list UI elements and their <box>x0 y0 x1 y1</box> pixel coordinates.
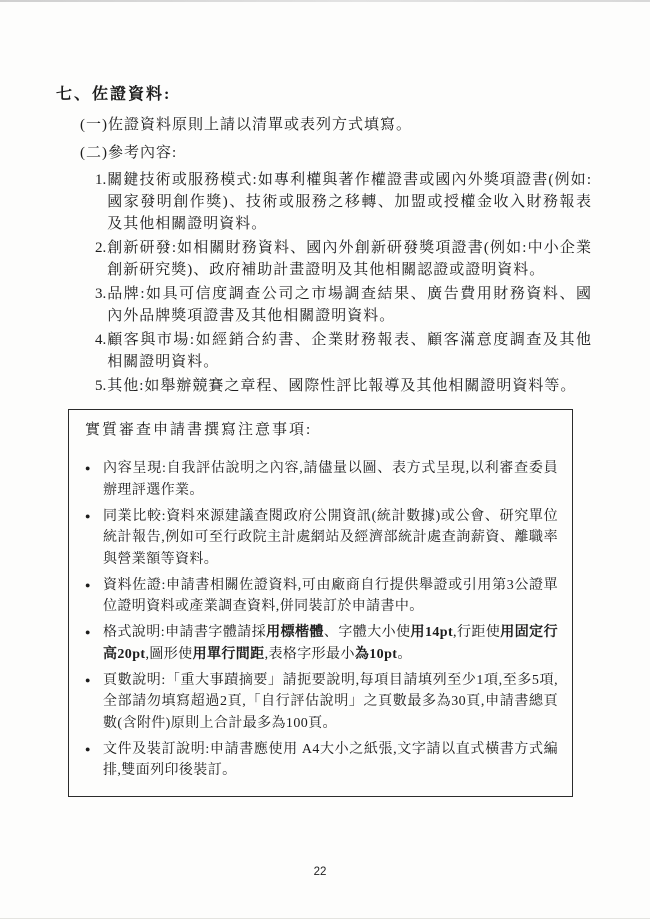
bullet-text: 資料佐證:申請書相關佐證資料,可由廠商自行提供舉證或引用第3公證單位證明資料或產業調查資料,併同裝訂於申請書中。 <box>103 577 558 614</box>
section-heading: 七、佐證資料: <box>56 86 172 103</box>
notice-bullet-item <box>85 506 558 571</box>
bullet-icon: ● <box>85 674 91 685</box>
item-text: 顧客與市場:如經銷合約書、企業財務報表、顧客滿意度調查及其他相關證明資料。 <box>107 332 592 370</box>
notice-box <box>68 409 573 797</box>
item-text: 品牌:如具可信度調查公司之市場調查結果、廣告費用財務資料、國內外品牌獎項證書及其他相關證明資料。 <box>107 286 592 324</box>
item-number: 3. <box>95 286 107 302</box>
sub-item: (一)佐證資料原則上請以清單或表列方式填寫。 <box>80 117 412 133</box>
item-number: 4. <box>95 332 107 348</box>
numbered-item <box>95 283 592 327</box>
notice-bullet-item <box>85 622 558 665</box>
notice-bullet-item <box>85 739 558 782</box>
bullet-icon: ● <box>85 743 91 754</box>
bullet-icon: ● <box>85 579 91 590</box>
notice-bullet-list <box>85 458 558 782</box>
bullet-text: 內容呈現:自我評估說明之內容,請儘量以圖、表方式呈現,以利審查委員辦理評選作業。 <box>103 461 558 498</box>
notice-box-title: 實質審查申請書撰寫注意事項: <box>85 422 313 438</box>
notice-bullet-item <box>85 458 558 501</box>
numbered-item <box>95 375 592 397</box>
item-text: 創新研發:如相關財務資料、國內外創新研發獎項證書(例如:中小企業創新研究獎)、政府補助計畫證明及其他相關認證或證明資料。 <box>107 240 592 278</box>
item-number: 2. <box>95 240 107 256</box>
bullet-text: 格式說明:申請書字體請採用標楷體、字體大小使用14pt,行距使用固定行高20pt,圖形使用單行間距,表格字形最小為10pt。 <box>103 625 558 662</box>
notice-bullet-item <box>85 670 558 735</box>
bullet-icon: ● <box>85 463 91 473</box>
numbered-item <box>95 169 592 235</box>
item-number: 5. <box>95 378 107 394</box>
item-text: 其他:如舉辦競賽之章程、國際性評比報導及其他相關證明資料等。 <box>107 378 577 394</box>
bullet-icon: ● <box>85 510 91 521</box>
item-number: 1. <box>95 172 107 188</box>
item-text: 關鍵技術或服務模式:如專利權與著作權證書或國內外獎項證書(例如:國家發明創作獎)、技術或服務之移轉、加盟或授權金收入財務報表及其他相關證明資料。 <box>107 172 592 232</box>
sub-item: (二)參考內容: <box>80 145 178 161</box>
sub-item-list <box>80 111 592 167</box>
numbered-list <box>95 169 592 397</box>
numbered-item <box>95 237 592 281</box>
bullet-text: 頁數說明:「重大事蹟摘要」請扼要說明,每項目請填列至少1項,至多5項,全部請勿填寫超過2頁,「自行評估說明」之頁數最多為30頁,申請書總頁數(含附件)原則上合計最多為100頁。 <box>103 672 558 731</box>
bullet-text: 同業比較:資料來源建議查閱政府公開資訊(統計數據)或公會、研究單位統計報告,例如可至行政院主計處網站及經濟部統計處查詢薪資、離職率與營業額等資料。 <box>103 508 558 567</box>
bullet-icon: ● <box>85 627 91 637</box>
numbered-item <box>95 329 592 373</box>
bullet-text: 文件及裝訂說明:申請書應使用 A4大小之紙張,文字請以直式橫書方式編排,雙面列印後裝訂。 <box>103 741 558 778</box>
notice-bullet-item <box>85 575 558 618</box>
page-number: 22 <box>313 866 327 878</box>
